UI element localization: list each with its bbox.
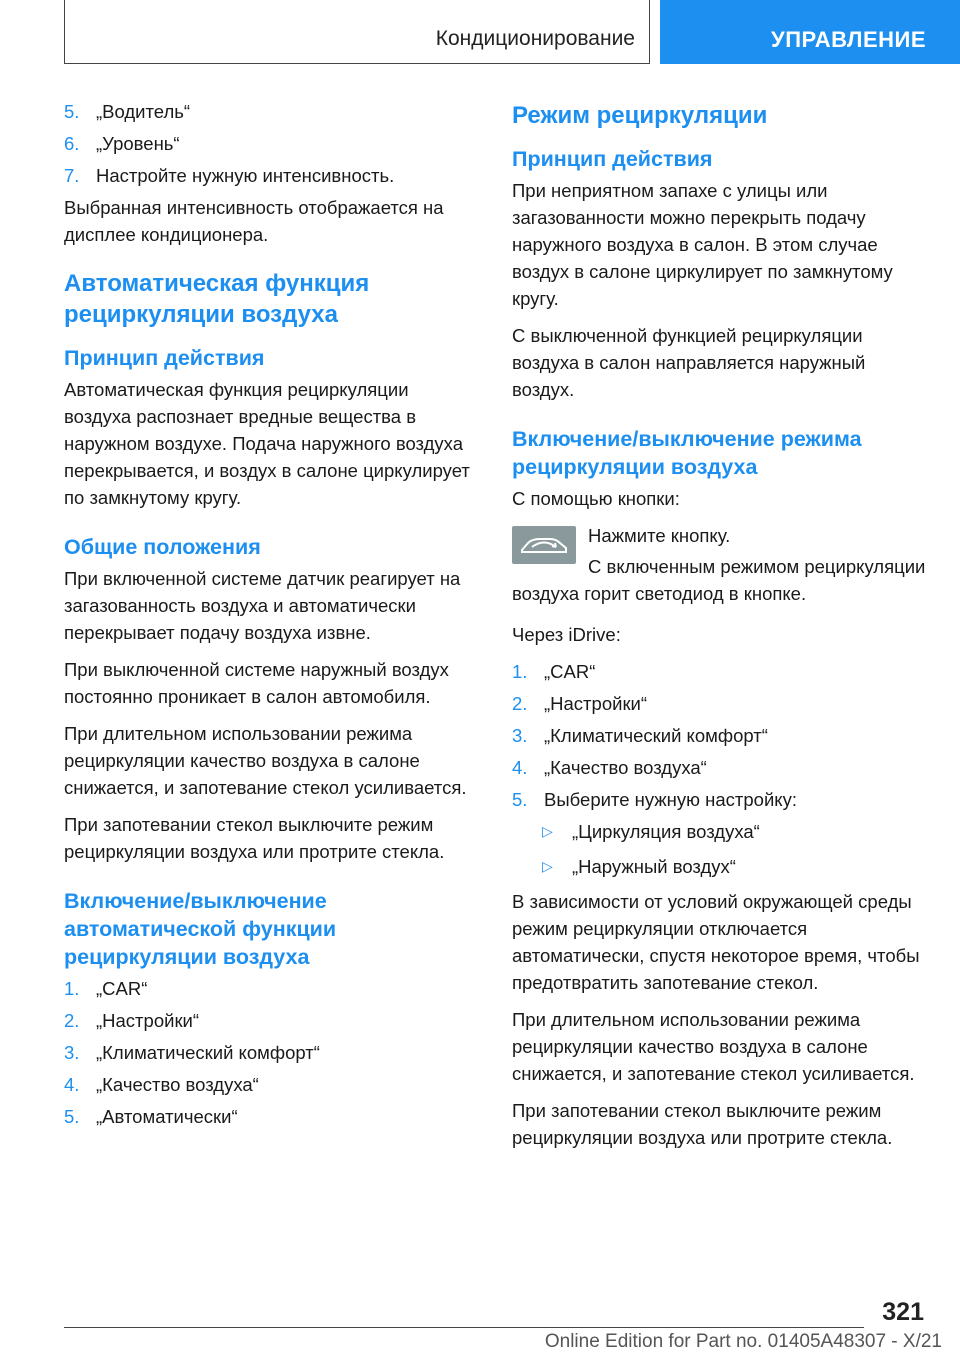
step-text: „Качество воздуха“ <box>544 757 707 778</box>
closing-paragraph: В зависимости от условий окружающей среды режим рециркуляции отключается автоматически, спустя некоторое время, чтобы предотвратить запотевание стекол. <box>512 891 920 993</box>
step-text: „Климатический комфорт“ <box>544 725 768 746</box>
page-number: 321 <box>882 1298 924 1326</box>
list-item <box>512 722 930 749</box>
step-number: 5. <box>512 789 528 810</box>
list-item <box>512 818 930 845</box>
general-heading: Общие положения <box>64 535 261 559</box>
step-number: 4. <box>512 757 528 778</box>
option-text: „Наружный воздух“ <box>572 856 736 877</box>
list-item <box>512 786 930 813</box>
list-item <box>512 658 930 685</box>
step-text: Выберите нужную настройку: <box>544 789 797 810</box>
list-item <box>64 975 479 1002</box>
section-title: Кондиционирование <box>435 27 635 50</box>
step-text: „Автоматически“ <box>96 1106 238 1127</box>
intro-paragraph: Выбранная интенсивность отображается на дисплее кондиционера. <box>64 197 444 245</box>
principle-paragraph: При неприятном запахе с улицы или загазованности можно перекрыть подачу наружного воздуха в салон. В этом случае воздух в салоне циркулирует по замкнутому кругу. <box>512 180 893 309</box>
step-number: 5. <box>64 1106 80 1127</box>
step-number: 1. <box>512 661 528 682</box>
step-text: „Водитель“ <box>96 101 191 122</box>
list-item <box>512 754 930 781</box>
left-column <box>64 98 479 1135</box>
step-text: „Уровень“ <box>96 133 180 154</box>
idrive-steps-list <box>512 658 930 813</box>
list-item <box>64 98 479 125</box>
intro-steps-list <box>64 98 479 189</box>
led-info-text: С включенным режимом рециркуляции воздуха горит светодиод в кнопке. <box>512 556 926 604</box>
button-instruction <box>512 522 930 607</box>
option-text: „Циркуляция воздуха“ <box>572 821 760 842</box>
button-instruction-text <box>512 522 930 607</box>
closing-paragraph: При длительном использовании режима рециркуляции качество воздуха в салоне снижается, и запотевание стекол усиливается. <box>512 1009 915 1084</box>
step-text: „Настройки“ <box>544 693 648 714</box>
step-number: 2. <box>64 1010 80 1031</box>
header-section-box <box>64 0 650 64</box>
right-column <box>512 98 930 1161</box>
list-item <box>512 853 930 880</box>
step-text: „Качество воздуха“ <box>96 1074 259 1095</box>
general-paragraph: При длительном использовании режима рециркуляции качество воздуха в салоне снижается, и запотевание стекол усиливается. <box>64 723 467 798</box>
recirculation-button-icon <box>512 526 576 564</box>
step-number: 7. <box>64 165 80 186</box>
auto-toggle-heading: Включение/выключение автоматической функции рециркуляции воздуха <box>64 889 337 969</box>
step-number: 5. <box>64 101 80 122</box>
principle-heading: Принцип действия <box>64 346 265 370</box>
list-item <box>512 690 930 717</box>
principle-heading: Принцип действия <box>512 147 713 171</box>
auto-toggle-steps-list <box>64 975 479 1130</box>
general-paragraph: При запотевании стекол выключите режим рециркуляции воздуха или протрите стекла. <box>64 814 445 862</box>
list-item <box>64 162 479 189</box>
footer-divider <box>64 1327 864 1328</box>
chapter-tab-label: УПРАВЛЕНИЕ <box>771 27 926 52</box>
edition-footer <box>0 1331 960 1353</box>
general-paragraph: При включенной системе датчик реагирует на загазованность воздуха и автоматически перекрывает подачу воздуха извне. <box>64 568 461 643</box>
press-button-text: Нажмите кнопку. <box>588 525 731 546</box>
list-item <box>64 1039 479 1066</box>
triangle-bullet-icon: ▷ <box>542 858 553 874</box>
list-item <box>64 1103 479 1130</box>
step-text: Настройте нужную интенсивность. <box>96 165 395 186</box>
chapter-tab[interactable] <box>660 0 960 64</box>
edition-text: Online Edition for Part no. 01405A48307 - X/21 <box>544 1331 942 1352</box>
button-intro: С помощью кнопки: <box>512 488 680 509</box>
step-number: 3. <box>64 1042 80 1063</box>
step-number: 2. <box>512 693 528 714</box>
closing-paragraph: При запотевании стекол выключите режим рециркуляции воздуха или протрите стекла. <box>512 1100 893 1148</box>
list-item <box>64 130 479 157</box>
principle-paragraph: С выключенной функцией рециркуляции воздуха в салон направляется наружный воздух. <box>512 325 866 400</box>
idrive-sub-options <box>512 818 930 880</box>
step-text: „CAR“ <box>544 661 596 682</box>
list-item <box>64 1007 479 1034</box>
general-paragraph: При выключенной системе наружный воздух постоянно проникает в салон автомобиля. <box>64 659 449 707</box>
step-number: 1. <box>64 978 80 999</box>
list-item <box>64 1071 479 1098</box>
step-text: „Климатический комфорт“ <box>96 1042 320 1063</box>
step-number: 4. <box>64 1074 80 1095</box>
step-text: „CAR“ <box>96 978 148 999</box>
auto-recirculation-heading: Автоматическая функция рециркуляции воздуха <box>64 270 370 328</box>
triangle-bullet-icon: ▷ <box>542 823 553 839</box>
step-text: „Настройки“ <box>96 1010 200 1031</box>
idrive-intro: Через iDrive: <box>512 624 621 645</box>
recirculation-mode-heading: Режим рециркуляции <box>512 102 768 129</box>
car-recirculation-icon <box>512 526 576 564</box>
principle-paragraph: Автоматическая функция рециркуляции воздуха распознает вредные вещества в наружном воздухе. Подача наружного воздуха перекрывается, и воздух в салоне циркулирует по замкнутому кругу. <box>64 379 470 508</box>
step-number: 3. <box>512 725 528 746</box>
step-number: 6. <box>64 133 80 154</box>
mode-toggle-heading: Включение/выключение режима рециркуляции воздуха <box>512 427 862 479</box>
